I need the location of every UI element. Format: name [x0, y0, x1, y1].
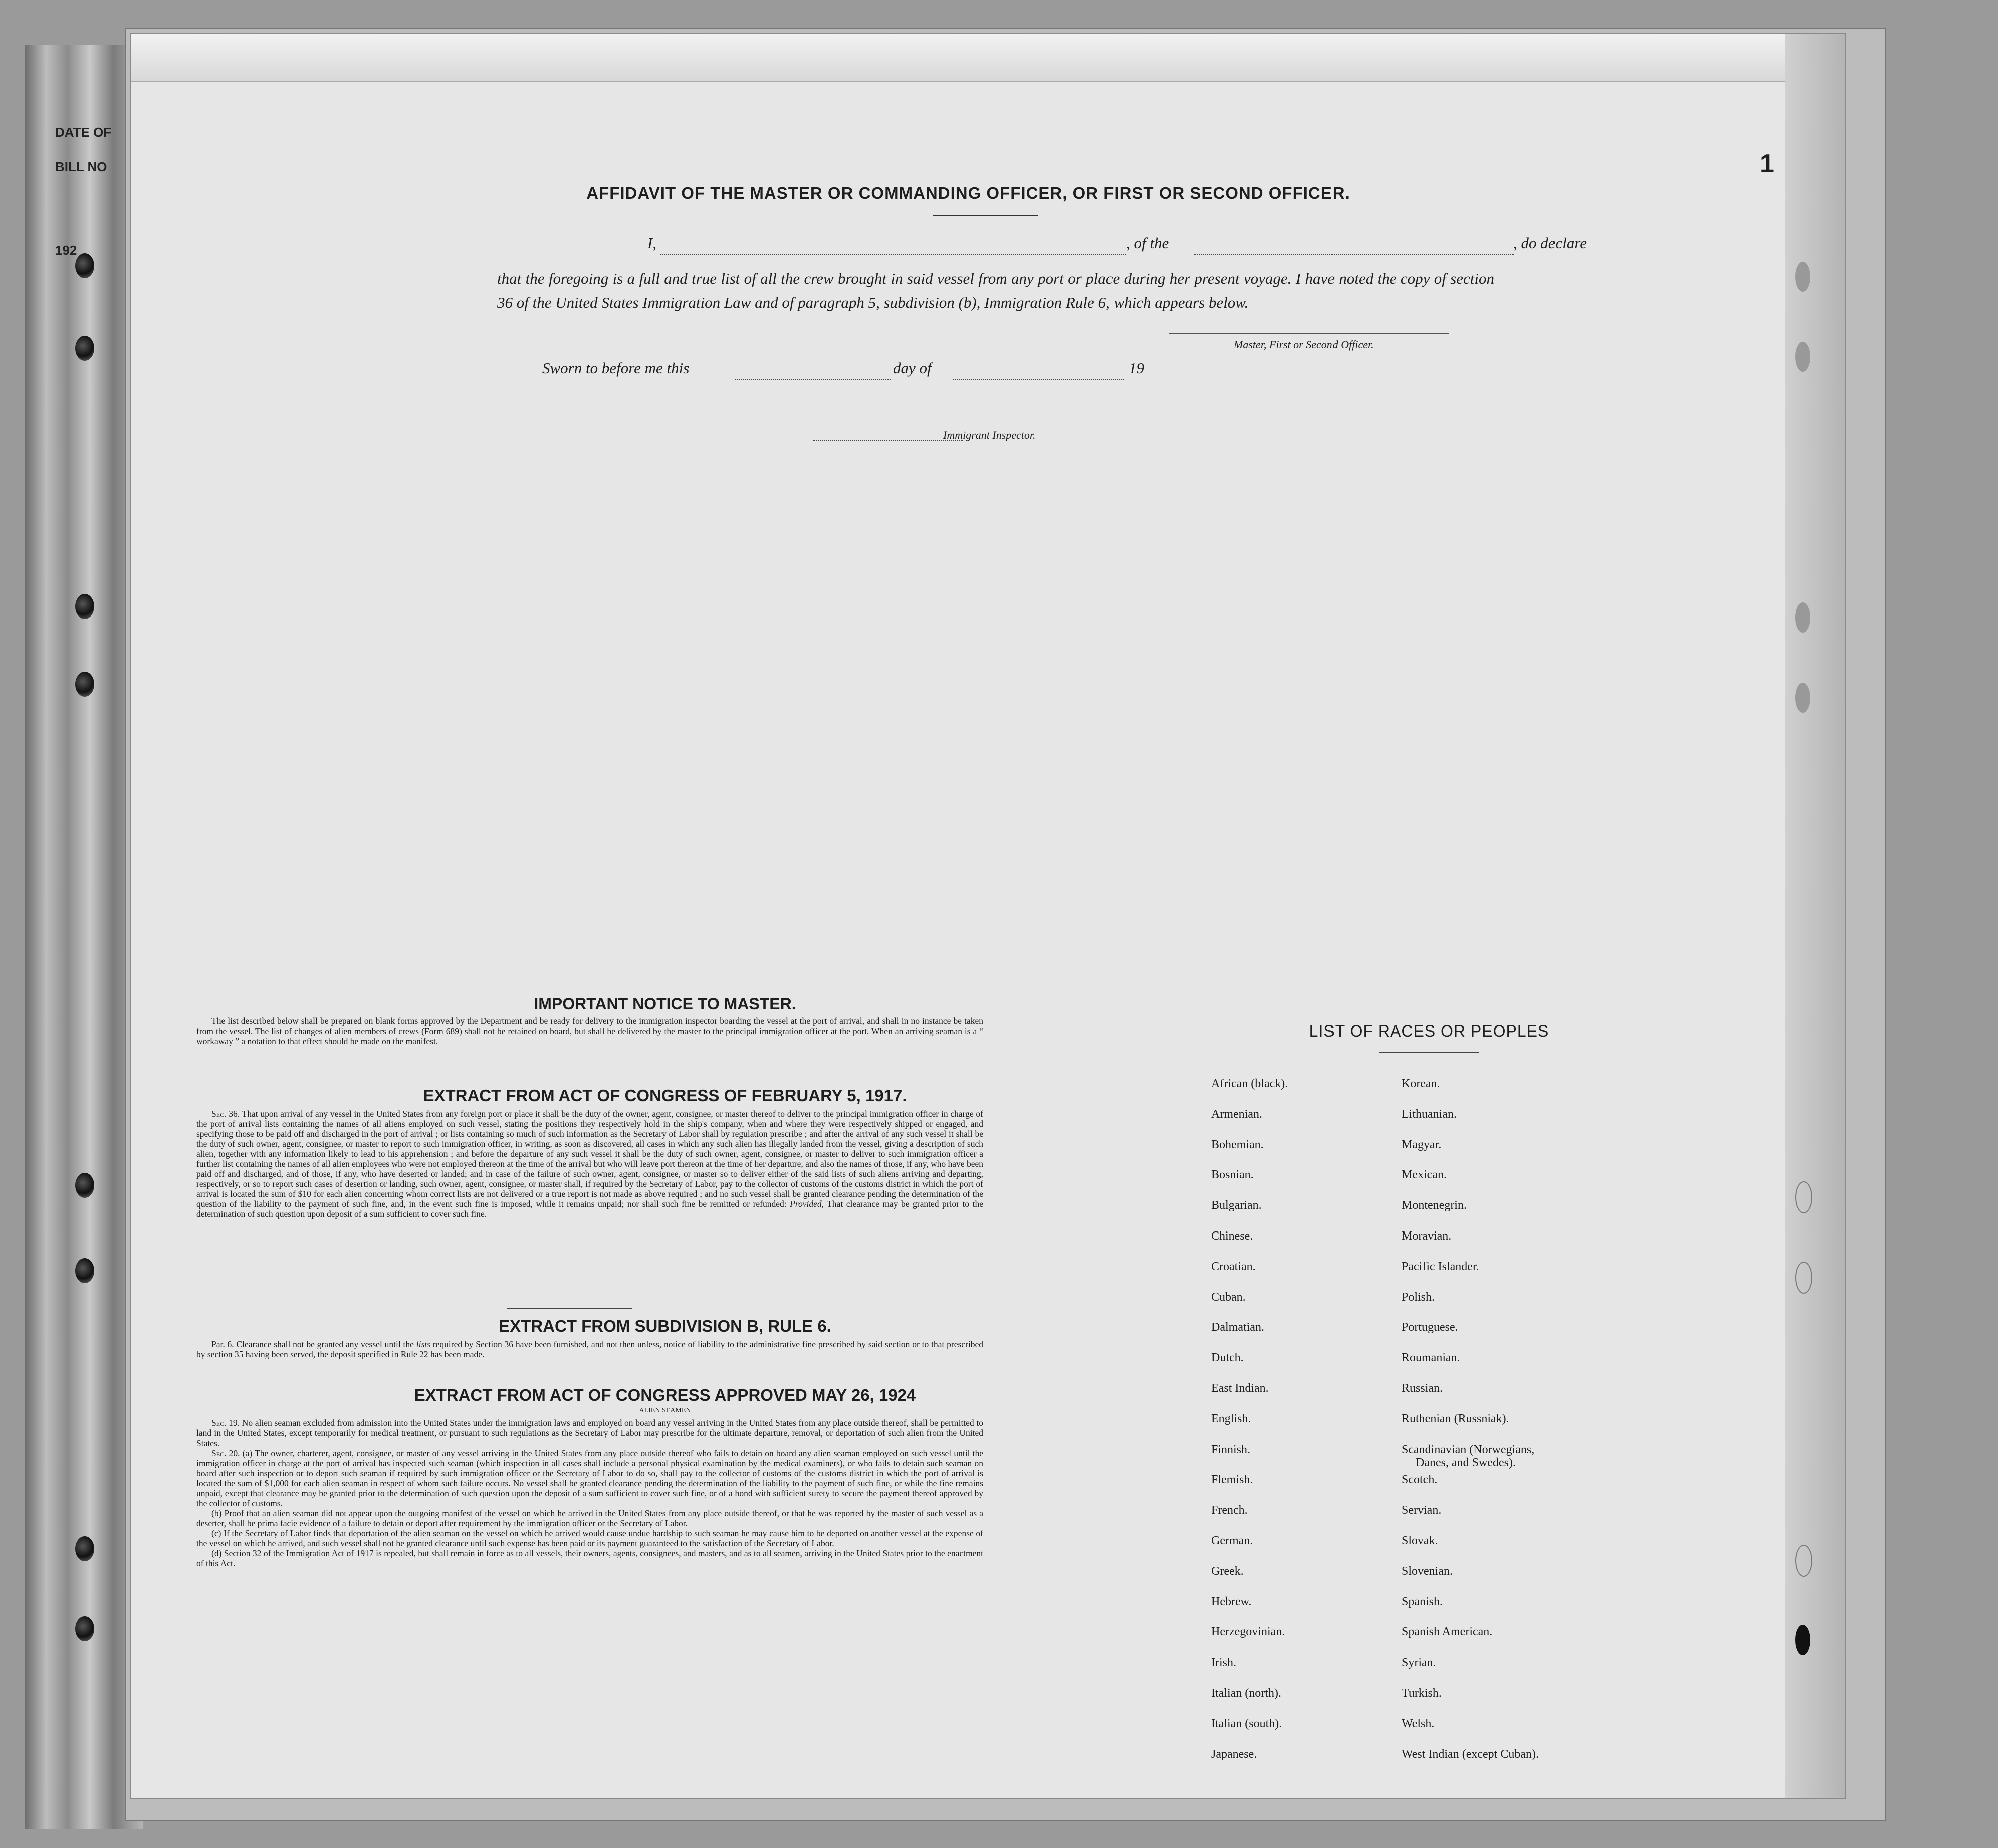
rule6-text-b: required by Section 36 have been furnished, and not then unless, notice of liability to the administrative fine prescribed by said section or to that prescribed by section 35 having been served, the deposit specified in Rule 22 has been made.: [196, 1339, 984, 1359]
race-item: [1402, 1687, 1539, 1717]
race-item: [1402, 1412, 1539, 1443]
race-item: [1211, 1687, 1288, 1717]
race-label: Mexican.: [1402, 1168, 1447, 1182]
race-item: [1402, 1382, 1539, 1412]
race-item: [1211, 1504, 1288, 1534]
punch-hole-icon: [1795, 683, 1810, 713]
race-item: [1211, 1260, 1288, 1291]
race-item: [1402, 1108, 1539, 1138]
sworn-month-blank: [953, 379, 1124, 380]
race-label: Turkish.: [1402, 1686, 1442, 1700]
punch-hole-icon: [1795, 1545, 1812, 1577]
extract-1924-text: [196, 1418, 983, 1568]
master-signature-line: [1169, 333, 1449, 334]
race-item: [1402, 1291, 1539, 1321]
sec-36-label: Sec. 36.: [211, 1109, 240, 1119]
race-item: [1211, 1534, 1288, 1565]
stamp-line: 192: [55, 243, 77, 258]
race-label: Scandinavian (Norwegians,: [1402, 1443, 1535, 1456]
race-label: Roumanian.: [1402, 1351, 1460, 1365]
race-label: Montenegrin.: [1402, 1199, 1467, 1212]
race-label: Finnish.: [1211, 1443, 1251, 1456]
race-label: East Indian.: [1211, 1381, 1269, 1395]
sec-36-text: That upon arrival of any vessel in the United States from any foreign port or place it shall be the duty of the owner, agent, consignee, or master thereof to deliver to the principal immigration officer in charge of the port of arrival lists containing the names of all aliens employed on such vessel, stating the positions they respectively hold in the ship's company, when and where they were respectively shipped or engaged, and specifying those to be paid off and discharged in the port of arrival ; or lists containing so much of such information as the Secretary of Labor shall by regulation prescribe ; and after the arrival of any such vessel it shall be the duty of such owner, agent, consignee, or master to report to such immigration officer, in writing, as soon as discovered, all cases in which any such alien has illegally landed from the vessel, giving a description of such alien, together with any information likely to lead to his apprehension ; and before the departure of any such vessel it shall be the duty of such owner, agent, consignee, or master to deliver to such immigration officer a further list containing the names of all alien employees who were not employed thereon at the time of the arrival but who will leave port thereon at the time of her departure, and also the names of those, if any, who have been paid off and discharged, and of those, if any, who have deserted or landed; and in case of the failure of such owner, agent, consignee, or master so to deliver either of the said lists of such aliens arriving and departing, respectively, or so to report such cases of desertion or landing, such owner, agent, consignee, or master shall, if required by the Secretary of Labor, pay to the collector of customs of the customs district in which the port of arrival is located the sum of $10 for each alien concerning whom correct lists are not delivered or a true report is not made as above required ; and no such vessel shall be granted clearance pending the determination of the question of the liability to the payment of such fine, and, in the event such fine is imposed, while it remains unpaid; nor shall such fine be remitted or refunded:: [196, 1109, 983, 1209]
race-item: [1211, 1443, 1288, 1474]
race-label: Moravian.: [1402, 1229, 1452, 1243]
race-label: Scotch.: [1402, 1473, 1438, 1487]
race-label: Irish.: [1211, 1656, 1236, 1670]
race-item: [1402, 1473, 1539, 1504]
affidavit-body: that the foregoing is a full and true list of all the crew brought in said vessel from any port or place during her present voyage. I have noted the copy of section 36 of the United States Immigration Law and of paragraph 5, subdivision (b), Immigration Rule 6, which appears below.: [497, 270, 1494, 311]
race-item: [1211, 1138, 1288, 1169]
race-label: Syrian.: [1402, 1656, 1436, 1670]
sworn-text: Sworn to before me this: [542, 359, 690, 377]
race-item: [1402, 1321, 1539, 1351]
race-item: [1402, 1717, 1539, 1748]
notice-title: IMPORTANT NOTICE TO MASTER.: [534, 995, 796, 1013]
race-item: [1402, 1534, 1539, 1565]
race-item: [1402, 1625, 1539, 1656]
race-label: Polish.: [1402, 1290, 1435, 1304]
race-label: Slovak.: [1402, 1534, 1438, 1547]
race-item: [1402, 1565, 1539, 1595]
race-label: Portuguese.: [1402, 1321, 1458, 1334]
master-signature-label: Master, First or Second Officer.: [1234, 338, 1374, 351]
race-item: [1211, 1199, 1288, 1229]
race-item: [1402, 1199, 1539, 1229]
punch-hole-icon: [1795, 602, 1810, 633]
sec-20b-text: (b) Proof that an alien seaman did not appear upon the outgoing manifest of the vessel on which he arrived in the United States from any place outside thereof, or that he was reported by the master of such vessel as a deserter, shall be prima facie evidence of a failure to detain or deport after requirement by the immigration officer or the Secretary of Labor.: [196, 1508, 983, 1528]
punch-hole-icon: [1795, 262, 1810, 292]
sec-20d-text: (d) Section 32 of the Immigration Act of 1917 is repealed, but shall remain in force as to all vessels, their owners, agents, consignees, and masters, and as to all seamen, arriving in the United States prior to the enactment of this Act.: [196, 1548, 983, 1568]
punch-hole-icon: [1795, 1625, 1810, 1655]
extract-1924-title: EXTRACT FROM ACT OF CONGRESS APPROVED MAY 26, 1924: [414, 1386, 916, 1404]
day-of-text: day of: [893, 359, 932, 377]
race-item: [1211, 1595, 1288, 1626]
race-item: [1211, 1748, 1288, 1778]
inspector-blank: [813, 440, 963, 441]
race-label: Italian (north).: [1211, 1686, 1281, 1700]
binder-hole-icon: [75, 1258, 94, 1283]
race-item: [1211, 1412, 1288, 1443]
race-item: [1211, 1108, 1288, 1138]
race-label: Korean.: [1402, 1077, 1440, 1090]
extract-rule6-text: [196, 1339, 983, 1359]
race-label: Italian (south).: [1211, 1717, 1282, 1730]
affidavit-of-the: , of the: [1126, 234, 1169, 252]
race-label: Cuban.: [1211, 1290, 1246, 1304]
binder-hole-icon: [75, 1616, 94, 1641]
extract-1917-title: EXTRACT FROM ACT OF CONGRESS OF FEBRUARY 5, 1917.: [423, 1086, 907, 1105]
sec-20a-text: (a) The owner, charterer, agent, consignee, or master of any vessel arriving in the United States from any place outside thereof who fails to detain on board any alien seaman employed on such vessel until the immigration officer in charge at the port of arrival has inspected such seaman (which inspection in all cases shall include a personal physical examination by the medical examiners), or who fails to detain such seaman on board after such inspection or to deport such seaman if required by such immigration officer or the Secretary of Labor to do so, shall pay to the collector of customs of the customs district in which the port of arrival is located the sum of $1,000 for each alien seaman in respect of whom such failure occurs. No vessel shall be granted clearance pending the determination of the liability to the payment of such fine, or while the fine remains unpaid, except that clearance may be granted prior to the determination of such question upon the deposit of a sum sufficient to cover such fine, or of a bond with sufficient surety to secure the payment thereof approved by the collector of customs.: [196, 1448, 984, 1508]
extract-rule6-title: EXTRACT FROM SUBDIVISION B, RULE 6.: [499, 1317, 831, 1335]
race-label: Slovenian.: [1402, 1564, 1453, 1578]
race-label: French.: [1211, 1504, 1248, 1517]
race-label: English.: [1211, 1412, 1251, 1425]
race-label: African (black).: [1211, 1077, 1288, 1090]
race-label: Dutch.: [1211, 1351, 1244, 1365]
race-label: Herzegovinian.: [1211, 1625, 1285, 1639]
race-label: Lithuanian.: [1402, 1107, 1457, 1121]
race-item: [1402, 1443, 1539, 1474]
race-item: [1402, 1351, 1539, 1382]
race-label: Greek.: [1211, 1564, 1244, 1578]
race-label: Japanese.: [1211, 1747, 1257, 1761]
vessel-blank: [1194, 254, 1514, 255]
binder-hole-icon: [75, 672, 94, 697]
race-item: [1402, 1504, 1539, 1534]
race-label: Russian.: [1402, 1381, 1443, 1395]
race-item: [1211, 1473, 1288, 1504]
race-item: [1402, 1077, 1539, 1108]
punch-hole-icon: [1795, 1181, 1812, 1213]
race-item: [1211, 1229, 1288, 1260]
race-label: Bohemian.: [1211, 1138, 1264, 1151]
race-label-continued: Danes, and Swedes).: [1416, 1456, 1516, 1469]
race-item: [1211, 1656, 1288, 1687]
page-right-edge: [1785, 34, 1845, 1798]
binder-hole-icon: [75, 1536, 94, 1561]
race-label: German.: [1211, 1534, 1253, 1547]
title-rule: [933, 215, 1038, 216]
sec-19-text: No alien seaman excluded from admission into the United States under the immigration laws and employed on board any vessel arriving in the United States from any place outside thereof, shall be permitted to land in the United States, except temporarily for medical treatment, or pursuant to such regulations as the Secretary of Labor may prescribe for the ultimate departure, removal, or deportation of such alien from the United States.: [196, 1418, 983, 1448]
punch-hole-icon: [1795, 342, 1810, 372]
sec-19-para: [196, 1418, 983, 1448]
race-label: Spanish American.: [1402, 1625, 1493, 1639]
race-item: [1211, 1291, 1288, 1321]
race-item: [1211, 1077, 1288, 1108]
rule6-text-a: Par. 6. Clearance shall not be granted any vessel until the: [211, 1339, 414, 1349]
race-label: Flemish.: [1211, 1473, 1253, 1487]
race-item: [1211, 1321, 1288, 1351]
races-title-rule: [1379, 1052, 1479, 1053]
race-item: [1402, 1595, 1539, 1626]
manifest-page: [130, 33, 1846, 1799]
stamp-line: DATE OF: [55, 125, 112, 140]
race-label: Magyar.: [1402, 1138, 1442, 1151]
races-title: LIST OF RACES OR PEOPLES: [1309, 1022, 1549, 1040]
race-item: [1402, 1229, 1539, 1260]
section-rule: [507, 1308, 632, 1309]
race-item: [1211, 1382, 1288, 1412]
race-item: [1211, 1625, 1288, 1656]
race-label: Dalmatian.: [1211, 1321, 1264, 1334]
affidavit-i: I,: [647, 234, 657, 252]
race-label: Hebrew.: [1211, 1595, 1252, 1608]
punch-hole-icon: [1795, 1262, 1812, 1294]
binder-hole-icon: [75, 253, 94, 278]
inspector-label: Immigrant Inspector.: [943, 429, 1036, 441]
name-blank: [660, 254, 1126, 255]
race-item: [1211, 1717, 1288, 1748]
binder-hole-icon: [75, 1173, 94, 1198]
race-label: Servian.: [1402, 1504, 1442, 1517]
races-column-2: [1402, 1077, 1539, 1778]
binder-hole-icon: [75, 594, 94, 619]
proviso-text: That clearance may be granted prior to the determination of such question upon deposit of a sum sufficient to cover such fine.: [196, 1199, 984, 1219]
extract-1917-text: [196, 1109, 983, 1219]
race-item: [1402, 1748, 1539, 1778]
page-number: 1: [1760, 149, 1774, 178]
race-item: [1402, 1138, 1539, 1169]
race-label: Welsh.: [1402, 1717, 1435, 1730]
affidavit-title: AFFIDAVIT OF THE MASTER OR COMMANDING OFFICER, OR FIRST OR SECOND OFFICER.: [586, 184, 1350, 202]
race-label: Croatian.: [1211, 1260, 1256, 1273]
sec-19-label: Sec. 19.: [211, 1418, 240, 1428]
race-item: [1402, 1260, 1539, 1291]
year-prefix: 19: [1129, 359, 1144, 377]
sec-20-label: Sec. 20.: [211, 1448, 240, 1458]
lists-word: lists: [416, 1339, 430, 1349]
alien-seamen-subtitle: ALIEN SEAMEN: [639, 1407, 691, 1414]
race-item: [1211, 1168, 1288, 1199]
race-item: [1211, 1351, 1288, 1382]
notice-text: The list described below shall be prepared on blank forms approved by the Department and be ready for delivery to the immigration inspector boarding the vessel at the port of arrival, and shall in no instance be taken from the vessel. The list of changes of alien members of crews (Form 689) shall not be retained on board, but shall be delivered by the master to the principal immigration officer at the port. When an arriving seaman is a “ workaway ” a notation to that effect should be made on the manifest.: [196, 1016, 983, 1046]
race-item: [1402, 1168, 1539, 1199]
sec-20a-para: [196, 1448, 983, 1508]
page-top-edge: [131, 34, 1845, 82]
race-label: Bosnian.: [1211, 1168, 1254, 1182]
stamp-line: BILL NO: [55, 159, 107, 174]
proviso-word: Provided,: [790, 1199, 824, 1209]
race-label: Chinese.: [1211, 1229, 1253, 1243]
race-label: Pacific Islander.: [1402, 1260, 1479, 1273]
race-label: Spanish.: [1402, 1595, 1443, 1608]
races-column-1: [1211, 1077, 1288, 1778]
race-item: [1211, 1565, 1288, 1595]
race-label: West Indian (except Cuban).: [1402, 1747, 1539, 1761]
race-label: Ruthenian (Russniak).: [1402, 1412, 1509, 1425]
race-label: Bulgarian.: [1211, 1199, 1262, 1212]
sec-20c-text: (c) If the Secretary of Labor finds that deportation of the alien seaman on the vessel on which he arrived would cause undue hardship to such seaman he may cause him to be deported on another vessel at the expense of the vessel on which he arrived, and such vessel shall not be granted clearance until such expense has been paid or its payment guaranteed to the satisfaction of the Secretary of Labor.: [196, 1528, 983, 1548]
affidavit-do-declare: , do declare: [1513, 234, 1587, 252]
binder-hole-icon: [75, 336, 94, 361]
sworn-day-blank: [735, 379, 891, 380]
race-label: Armenian.: [1211, 1107, 1262, 1121]
race-item: [1402, 1656, 1539, 1687]
